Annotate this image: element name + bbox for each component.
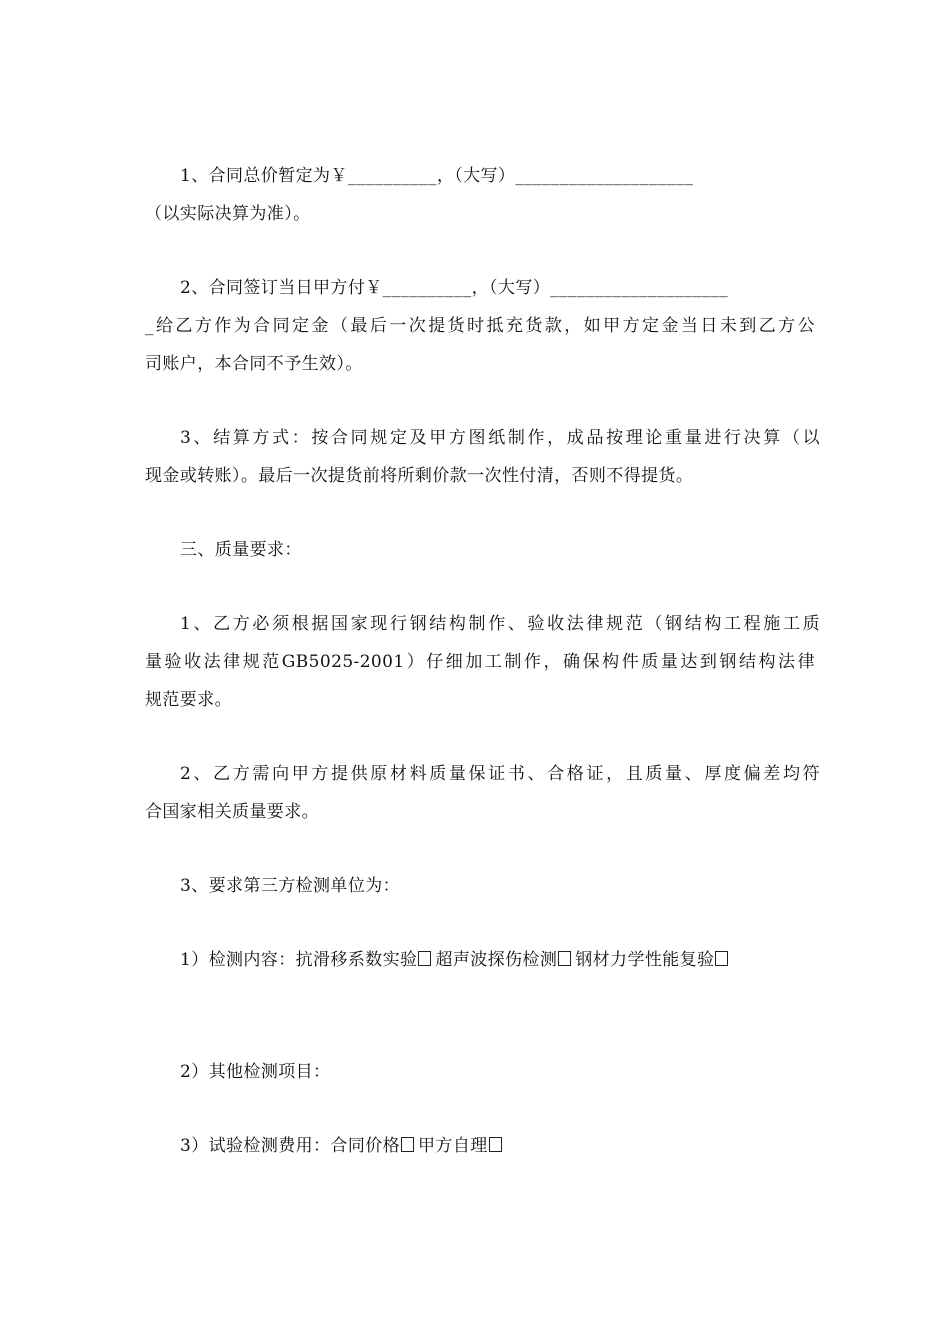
- quality-clause1-line1: 1、乙方必须根据国家现行钢结构制作、验收法律规范（钢结构工程施工质: [180, 614, 820, 634]
- clause-deposit-line3: 司账户，本合同不予生效）。: [145, 354, 363, 374]
- test-fee-label: 3）试验检测费用：: [180, 1136, 331, 1156]
- other-test-items: 2）其他检测项目：: [180, 1062, 331, 1082]
- clause-deposit-line1: 2、合同签订当日甲方付￥__________，（大写）____________________: [180, 278, 729, 298]
- checkbox-slip-coefficient-test[interactable]: [418, 951, 431, 966]
- clause-total-price-line1: 1、合同总价暂定为￥__________，（大写）____________________: [180, 166, 694, 186]
- test-fee-line: [180, 1134, 820, 1158]
- quality-clause2-line2: 合国家相关质量要求。: [145, 802, 319, 822]
- section-quality-heading: 三、质量要求：: [180, 540, 302, 560]
- test-content-label: 1）检测内容：: [180, 950, 296, 970]
- option-steel-mechanical-retest: 钢材力学性能复验: [575, 950, 715, 970]
- option-ultrasonic-inspection: 超声波探伤检测: [435, 950, 558, 970]
- option-contract-price: 合同价格: [330, 1136, 401, 1156]
- checkbox-party-a-self-paid[interactable]: [489, 1137, 502, 1152]
- checkbox-ultrasonic-inspection[interactable]: [558, 951, 571, 966]
- quality-clause1-line2: 量验收法律规范GB5025-2001）仔细加工制作，确保构件质量达到钢结构法律: [145, 652, 815, 672]
- clause-deposit-line2: _给乙方作为合同定金（最后一次提货时抵充货款，如甲方定金当日未到乙方公: [145, 316, 815, 336]
- checkbox-steel-mechanical-retest[interactable]: [715, 951, 728, 966]
- checkbox-contract-price[interactable]: [401, 1137, 414, 1152]
- quality-clause1-line3: 规范要求。: [145, 690, 232, 710]
- quality-clause3: 3、要求第三方检测单位为：: [180, 876, 401, 896]
- option-party-a-self-paid: 甲方自理: [418, 1136, 488, 1156]
- test-content-line: [180, 948, 820, 972]
- quality-clause2-line1: 2、乙方需向甲方提供原材料质量保证书、合格证，且质量、厚度偏差均符: [180, 764, 820, 784]
- clause-settlement-line2: 现金或转账）。最后一次提货前将所剩价款一次性付清，否则不得提货。: [145, 466, 694, 486]
- option-slip-coefficient-test: 抗滑移系数实验: [295, 950, 418, 970]
- clause-settlement-line1: 3、结算方式：按合同规定及甲方图纸制作，成品按理论重量进行决算（以: [180, 428, 820, 448]
- clause-total-price-line2: （以实际决算为准）。: [145, 204, 311, 224]
